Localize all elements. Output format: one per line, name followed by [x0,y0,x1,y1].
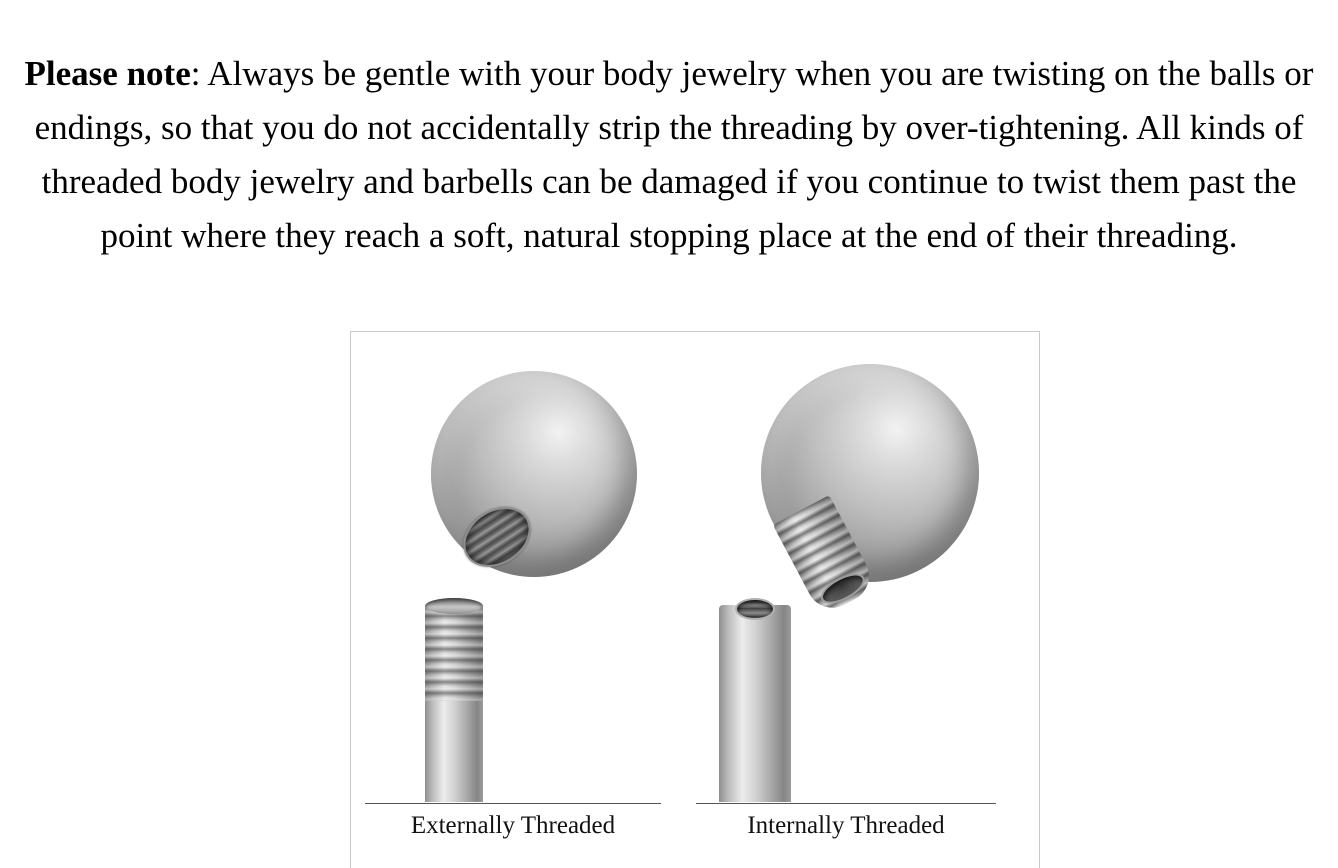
note-paragraph [0,47,1338,263]
post-internal-bore-icon [735,598,775,620]
post-top-end-icon [425,598,483,614]
caption-externally-threaded: Externally Threaded [410,812,616,839]
stud-bore-icon [816,568,869,610]
left-baseline-divider [365,803,661,804]
externally-threaded-ball-icon [431,371,637,577]
figure-canvas [351,332,1039,868]
note-body-text: : Always be gentle with your body jewelry when you are twisting on the balls or endings, so that you do not accidentally strip the threading by over-tightening. All kinds of threaded body jewelry and barbells can be damaged if you continue to twist them past the point where they reach a soft, natural stopping place at the end of their threading. [34,54,1314,255]
note-lead-label: Please note [24,54,191,93]
internally-threaded-post-icon [719,605,791,802]
caption-internally-threaded: Internally Threaded [747,812,945,839]
external-threads-icon [425,605,483,701]
right-baseline-divider [696,803,996,804]
threading-diagram-figure [350,331,1040,868]
